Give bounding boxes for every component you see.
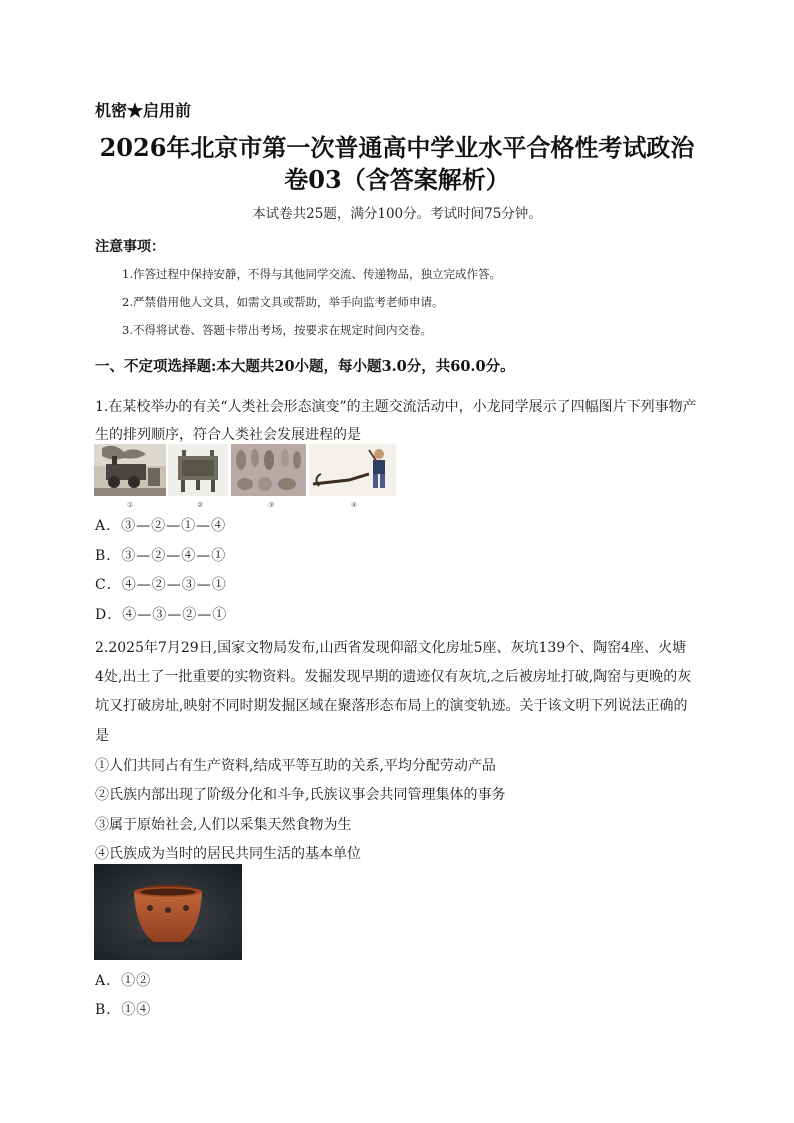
exam-title-line2: 卷03（含答案解析） [284,165,510,194]
notice-item: 2.严禁借用他人文具，如需文具或帮助，举手向监考老师申请。 [122,295,444,309]
q1-option-d[interactable]: D．④—③—②—① [95,607,228,623]
image-caption: ③ [268,501,275,509]
q2-statement: ③属于原始社会,人们以采集天然食物为生 [95,817,352,833]
q2-stem-line: 坑又打破房址,映射不同时期发掘区域在聚落形态布局上的演变轨迹。关于该文明下列说法正确的 [95,698,688,714]
stone-tools-image [231,444,306,496]
exam-title-line1: 2026年北京市第一次普通高中学业水平合格性考试政治 [99,133,695,162]
q1-stem-line: 1.在某校举办的有关“人类社会形态演变”的主题交流活动中，小龙同学展示了四幅图片下列事物产 [95,399,697,415]
confidential-label: 机密★启用前 [95,101,192,120]
q2-statement: ④氏族成为当时的居民共同生活的基本单位 [95,846,361,862]
bronze-ding-image [168,444,228,496]
q2-stem-line: 4处,出土了一批重要的实物资料。发掘发现早期的遗迹仅有灰坑,之后被房址打破,陶窑与更晚的灰 [95,669,692,685]
q2-option-a[interactable]: A．①② [95,973,152,989]
notice-heading: 注意事项： [95,239,165,255]
image-caption: ① [127,501,134,509]
image-caption: ④ [351,501,358,509]
q2-statement: ②氏族内部出现了阶级分化和斗争,氏族议事会共同管理集体的事务 [95,787,506,803]
q2-stem-line: 2.2025年7月29日,国家文物局发布,山西省发现仰韶文化房址5座、灰坑139个、陶窑4座、火塘 [95,640,687,656]
section-heading: 一、不定项选择题:本大题共20小题，每小题3.0分，共60.0分。 [95,358,515,375]
q1-stem-line: 生的排列顺序，符合人类社会发展进程的是 [95,427,361,443]
q1-option-c[interactable]: C．④—②—③—① [95,577,227,593]
q1-option-a[interactable]: A．③—②—①—④ [95,518,227,534]
notice-item: 3.不得将试卷、答题卡带出考场，按要求在规定时间内交卷。 [122,323,432,337]
pottery-image [94,864,242,960]
q2-option-b[interactable]: B．①④ [95,1002,152,1018]
q2-stem-line: 是 [95,728,109,744]
steam-train-image [94,444,166,496]
plough-farmer-image [309,444,396,496]
exam-info: 本试卷共25题，满分100分。考试时间75分钟。 [252,206,542,222]
image-caption: ② [197,501,204,509]
notice-item: 1.作答过程中保持安静，不得与其他同学交流、传递物品，独立完成作答。 [122,267,501,281]
q2-statement: ①人们共同占有生产资料,结成平等互助的关系,平均分配劳动产品 [95,758,496,774]
q1-option-b[interactable]: B．③—②—④—① [95,548,227,564]
